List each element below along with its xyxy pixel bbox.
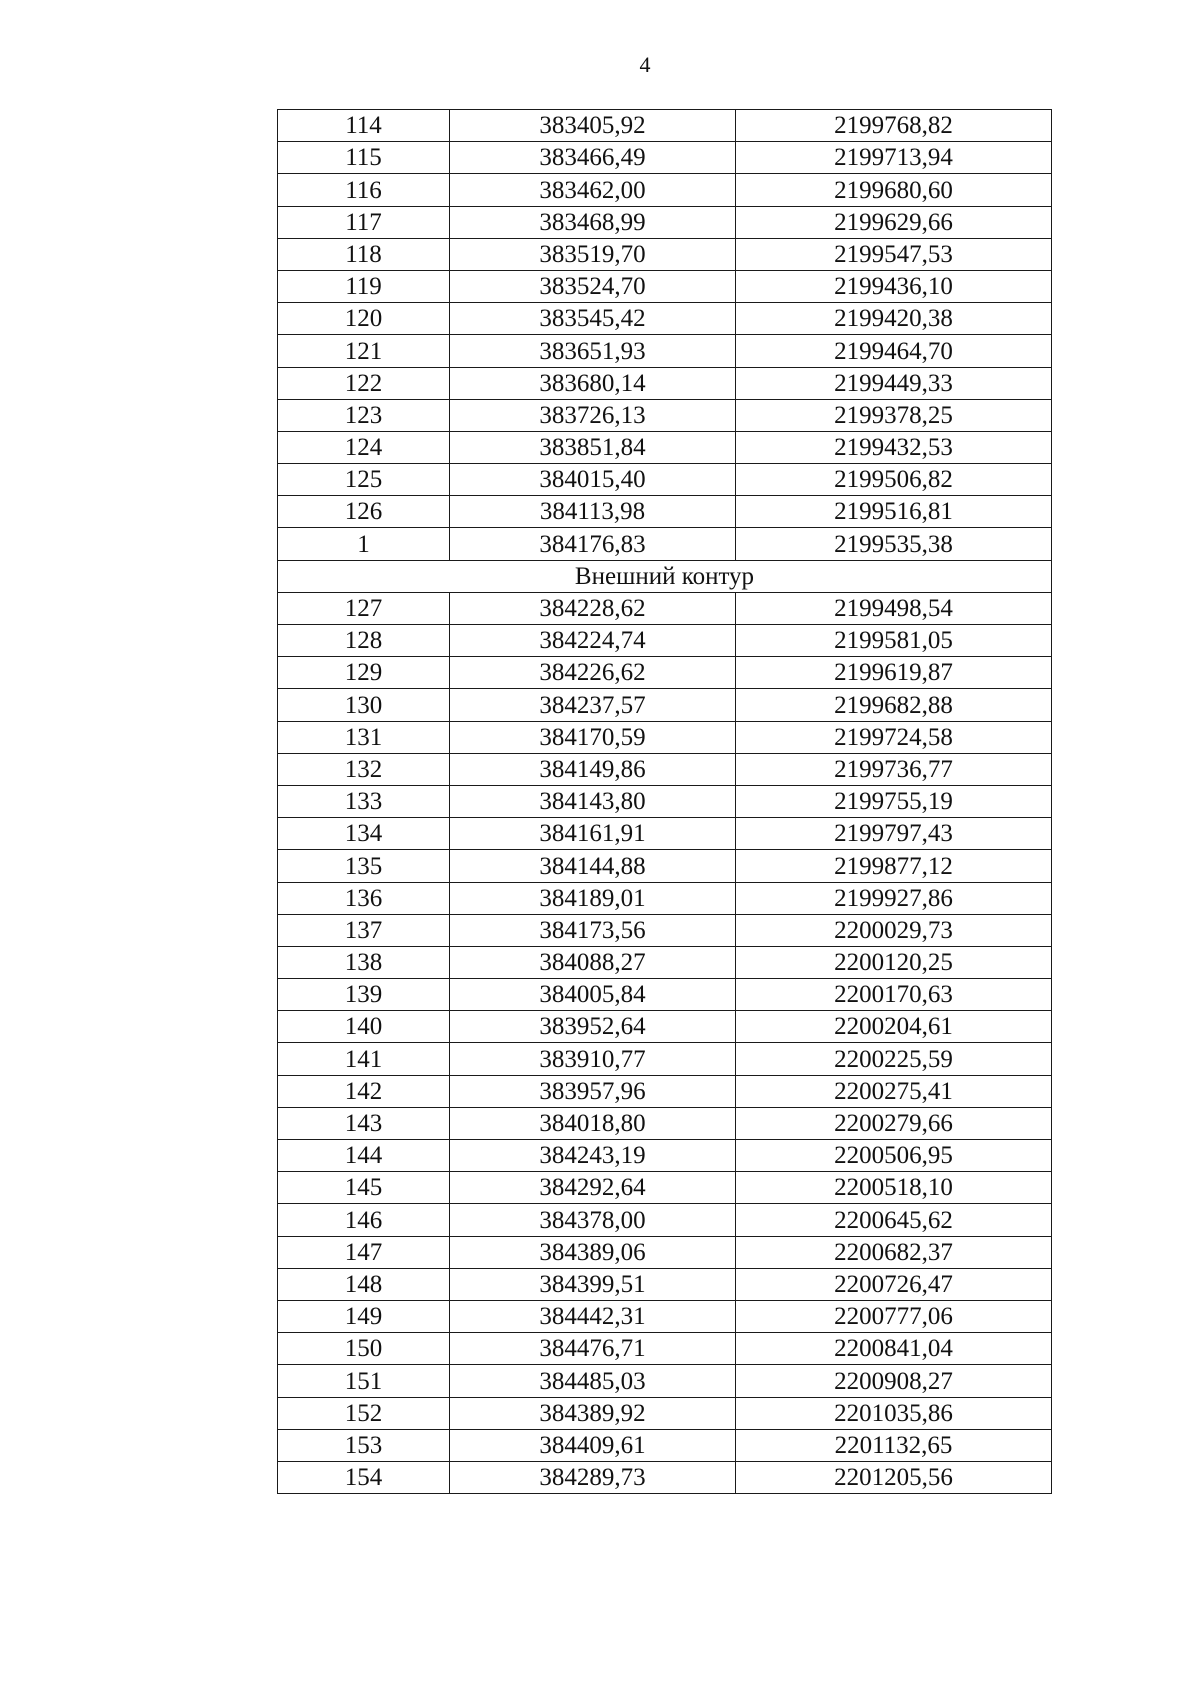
y-coordinate-cell: 2200682,37	[736, 1236, 1052, 1268]
table-row	[278, 496, 1052, 528]
x-coordinate-cell: 384149,86	[450, 753, 736, 785]
point-number-cell: 140	[278, 1011, 450, 1043]
point-number-cell: 154	[278, 1461, 450, 1493]
point-number-cell: 135	[278, 850, 450, 882]
x-coordinate-cell: 383405,92	[450, 110, 736, 142]
point-number-cell: 123	[278, 399, 450, 431]
x-coordinate-cell: 383726,13	[450, 399, 736, 431]
table-row	[278, 1140, 1052, 1172]
x-coordinate-cell: 383519,70	[450, 238, 736, 270]
x-coordinate-cell: 383545,42	[450, 303, 736, 335]
table-row	[278, 914, 1052, 946]
y-coordinate-cell: 2200120,25	[736, 946, 1052, 978]
table-row	[278, 142, 1052, 174]
y-coordinate-cell: 2199680,60	[736, 174, 1052, 206]
table-row	[278, 592, 1052, 624]
point-number-cell: 131	[278, 721, 450, 753]
table-row	[278, 1333, 1052, 1365]
table-row	[278, 174, 1052, 206]
x-coordinate-cell: 384292,64	[450, 1172, 736, 1204]
point-number-cell: 144	[278, 1140, 450, 1172]
table-row	[278, 979, 1052, 1011]
table-row	[278, 657, 1052, 689]
point-number-cell: 130	[278, 689, 450, 721]
y-coordinate-cell: 2199449,33	[736, 367, 1052, 399]
table-row	[278, 1172, 1052, 1204]
point-number-cell: 138	[278, 946, 450, 978]
point-number-cell: 153	[278, 1429, 450, 1461]
y-coordinate-cell: 2199498,54	[736, 592, 1052, 624]
page-number: 4	[639, 52, 651, 77]
y-coordinate-cell: 2199547,53	[736, 238, 1052, 270]
point-number-cell: 136	[278, 882, 450, 914]
point-number-cell: 124	[278, 431, 450, 463]
x-coordinate-cell: 384476,71	[450, 1333, 736, 1365]
section-row	[278, 560, 1052, 592]
x-coordinate-cell: 383957,96	[450, 1075, 736, 1107]
point-number-cell: 119	[278, 270, 450, 302]
point-number-cell: 143	[278, 1107, 450, 1139]
point-number-cell: 122	[278, 367, 450, 399]
y-coordinate-cell: 2199516,81	[736, 496, 1052, 528]
y-coordinate-cell: 2200777,06	[736, 1300, 1052, 1332]
point-number-cell: 1	[278, 528, 450, 560]
table-row	[278, 238, 1052, 270]
table-row	[278, 1461, 1052, 1493]
point-number-cell: 147	[278, 1236, 450, 1268]
table-row	[278, 1397, 1052, 1429]
table-row	[278, 399, 1052, 431]
x-coordinate-cell: 384015,40	[450, 464, 736, 496]
x-coordinate-cell: 383952,64	[450, 1011, 736, 1043]
x-coordinate-cell: 384143,80	[450, 785, 736, 817]
point-number-cell: 125	[278, 464, 450, 496]
y-coordinate-cell: 2199724,58	[736, 721, 1052, 753]
y-coordinate-cell: 2200275,41	[736, 1075, 1052, 1107]
table-row	[278, 625, 1052, 657]
x-coordinate-cell: 384144,88	[450, 850, 736, 882]
y-coordinate-cell: 2199619,87	[736, 657, 1052, 689]
point-number-cell: 116	[278, 174, 450, 206]
point-number-cell: 150	[278, 1333, 450, 1365]
table-row	[278, 1365, 1052, 1397]
table-row	[278, 1268, 1052, 1300]
x-coordinate-cell: 384389,92	[450, 1397, 736, 1429]
point-number-cell: 120	[278, 303, 450, 335]
x-coordinate-cell: 384005,84	[450, 979, 736, 1011]
point-number-cell: 145	[278, 1172, 450, 1204]
point-number-cell: 114	[278, 110, 450, 142]
x-coordinate-cell: 384389,06	[450, 1236, 736, 1268]
x-coordinate-cell: 383910,77	[450, 1043, 736, 1075]
point-number-cell: 128	[278, 625, 450, 657]
y-coordinate-cell: 2200645,62	[736, 1204, 1052, 1236]
y-coordinate-cell: 2199629,66	[736, 206, 1052, 238]
table-row	[278, 1204, 1052, 1236]
table-row	[278, 206, 1052, 238]
y-coordinate-cell: 2199755,19	[736, 785, 1052, 817]
y-coordinate-cell: 2199420,38	[736, 303, 1052, 335]
table-row	[278, 1300, 1052, 1332]
y-coordinate-cell: 2200726,47	[736, 1268, 1052, 1300]
y-coordinate-cell: 2199797,43	[736, 818, 1052, 850]
point-number-cell: 115	[278, 142, 450, 174]
x-coordinate-cell: 384173,56	[450, 914, 736, 946]
y-coordinate-cell: 2199378,25	[736, 399, 1052, 431]
y-coordinate-cell: 2200029,73	[736, 914, 1052, 946]
x-coordinate-cell: 384170,59	[450, 721, 736, 753]
point-number-cell: 141	[278, 1043, 450, 1075]
table-row	[278, 367, 1052, 399]
table-row	[278, 850, 1052, 882]
x-coordinate-cell: 384088,27	[450, 946, 736, 978]
table-row	[278, 1011, 1052, 1043]
y-coordinate-cell: 2199768,82	[736, 110, 1052, 142]
y-coordinate-cell: 2201132,65	[736, 1429, 1052, 1461]
y-coordinate-cell: 2199506,82	[736, 464, 1052, 496]
x-coordinate-cell: 383466,49	[450, 142, 736, 174]
point-number-cell: 142	[278, 1075, 450, 1107]
x-coordinate-cell: 384226,62	[450, 657, 736, 689]
section-title: Внешний контур	[278, 560, 1052, 592]
point-number-cell: 149	[278, 1300, 450, 1332]
x-coordinate-cell: 384409,61	[450, 1429, 736, 1461]
y-coordinate-cell: 2200170,63	[736, 979, 1052, 1011]
table-row	[278, 303, 1052, 335]
table-row	[278, 785, 1052, 817]
point-number-cell: 139	[278, 979, 450, 1011]
y-coordinate-cell: 2199535,38	[736, 528, 1052, 560]
point-number-cell: 126	[278, 496, 450, 528]
y-coordinate-cell: 2200506,95	[736, 1140, 1052, 1172]
point-number-cell: 151	[278, 1365, 450, 1397]
point-number-cell: 152	[278, 1397, 450, 1429]
point-number-cell: 117	[278, 206, 450, 238]
x-coordinate-cell: 384237,57	[450, 689, 736, 721]
coordinates-table	[277, 109, 1052, 1494]
y-coordinate-cell: 2200908,27	[736, 1365, 1052, 1397]
point-number-cell: 137	[278, 914, 450, 946]
y-coordinate-cell: 2200518,10	[736, 1172, 1052, 1204]
table-row	[278, 753, 1052, 785]
y-coordinate-cell: 2200841,04	[736, 1333, 1052, 1365]
x-coordinate-cell: 383462,00	[450, 174, 736, 206]
point-number-cell: 127	[278, 592, 450, 624]
y-coordinate-cell: 2199736,77	[736, 753, 1052, 785]
y-coordinate-cell: 2199713,94	[736, 142, 1052, 174]
x-coordinate-cell: 384399,51	[450, 1268, 736, 1300]
point-number-cell: 133	[278, 785, 450, 817]
y-coordinate-cell: 2199464,70	[736, 335, 1052, 367]
y-coordinate-cell: 2199927,86	[736, 882, 1052, 914]
x-coordinate-cell: 384228,62	[450, 592, 736, 624]
table-row	[278, 270, 1052, 302]
x-coordinate-cell: 384243,19	[450, 1140, 736, 1172]
point-number-cell: 146	[278, 1204, 450, 1236]
x-coordinate-cell: 384176,83	[450, 528, 736, 560]
table-row	[278, 689, 1052, 721]
y-coordinate-cell: 2199682,88	[736, 689, 1052, 721]
table-row	[278, 882, 1052, 914]
x-coordinate-cell: 384189,01	[450, 882, 736, 914]
y-coordinate-cell: 2199877,12	[736, 850, 1052, 882]
x-coordinate-cell: 383651,93	[450, 335, 736, 367]
y-coordinate-cell: 2200225,59	[736, 1043, 1052, 1075]
table-row	[278, 1043, 1052, 1075]
y-coordinate-cell: 2201035,86	[736, 1397, 1052, 1429]
point-number-cell: 134	[278, 818, 450, 850]
x-coordinate-cell: 383680,14	[450, 367, 736, 399]
table-row	[278, 818, 1052, 850]
x-coordinate-cell: 383851,84	[450, 431, 736, 463]
y-coordinate-cell: 2200204,61	[736, 1011, 1052, 1043]
table-row	[278, 946, 1052, 978]
table-row	[278, 1107, 1052, 1139]
y-coordinate-cell: 2199581,05	[736, 625, 1052, 657]
table-row	[278, 110, 1052, 142]
point-number-cell: 129	[278, 657, 450, 689]
x-coordinate-cell: 384289,73	[450, 1461, 736, 1493]
table-row	[278, 721, 1052, 753]
y-coordinate-cell: 2200279,66	[736, 1107, 1052, 1139]
coordinates-table-body	[278, 110, 1052, 1494]
x-coordinate-cell: 384442,31	[450, 1300, 736, 1332]
x-coordinate-cell: 384161,91	[450, 818, 736, 850]
table-row	[278, 1429, 1052, 1461]
x-coordinate-cell: 383468,99	[450, 206, 736, 238]
table-row	[278, 431, 1052, 463]
y-coordinate-cell: 2199432,53	[736, 431, 1052, 463]
y-coordinate-cell: 2199436,10	[736, 270, 1052, 302]
x-coordinate-cell: 384485,03	[450, 1365, 736, 1397]
table-row	[278, 1236, 1052, 1268]
x-coordinate-cell: 384224,74	[450, 625, 736, 657]
table-row	[278, 335, 1052, 367]
x-coordinate-cell: 384113,98	[450, 496, 736, 528]
x-coordinate-cell: 384018,80	[450, 1107, 736, 1139]
point-number-cell: 118	[278, 238, 450, 270]
point-number-cell: 121	[278, 335, 450, 367]
x-coordinate-cell: 383524,70	[450, 270, 736, 302]
table-row	[278, 528, 1052, 560]
x-coordinate-cell: 384378,00	[450, 1204, 736, 1236]
table-row	[278, 464, 1052, 496]
point-number-cell: 148	[278, 1268, 450, 1300]
table-row	[278, 1075, 1052, 1107]
point-number-cell: 132	[278, 753, 450, 785]
y-coordinate-cell: 2201205,56	[736, 1461, 1052, 1493]
